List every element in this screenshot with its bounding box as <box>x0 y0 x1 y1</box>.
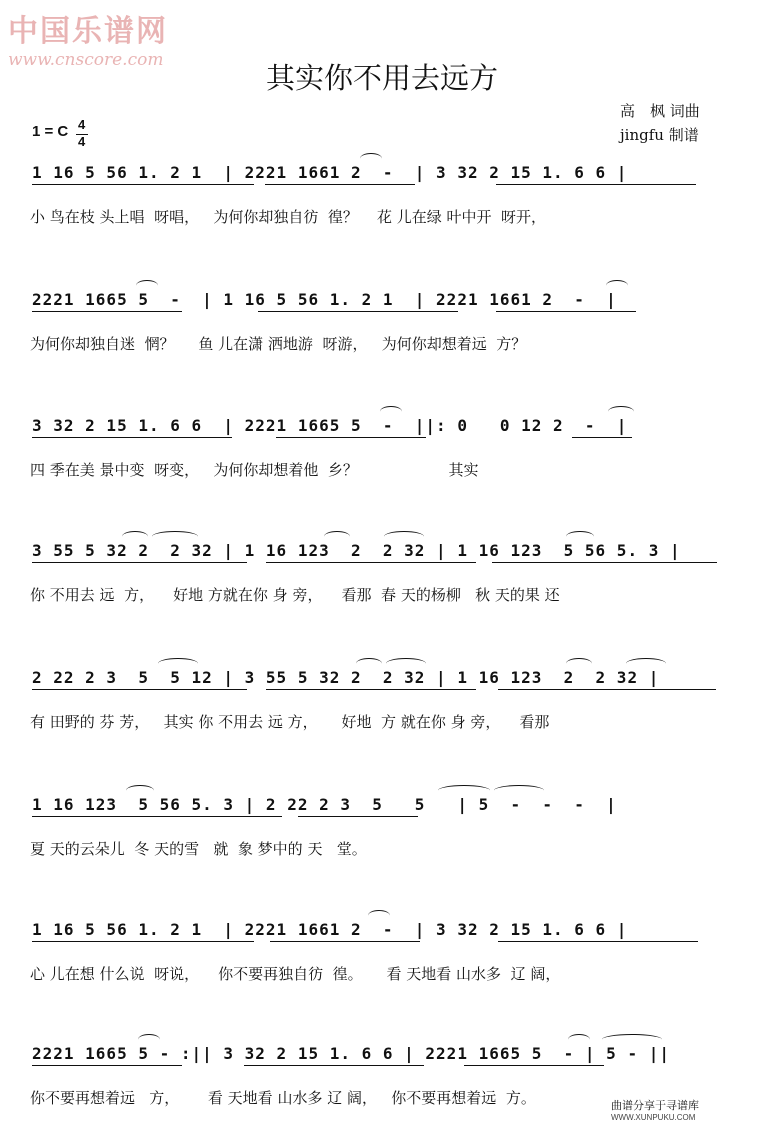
tie-slur <box>438 785 490 796</box>
tie-slur <box>126 785 154 796</box>
beam <box>32 437 232 438</box>
beam <box>32 816 282 817</box>
tie-slur <box>152 531 198 542</box>
lyrics-line: 你不要再想着远 方， 看 天地看 山水多 辽 阔， 你不要再想着远 方。 <box>30 1089 536 1107</box>
notation-line: 1 16 5 56 1. 2 1 | 2221 1661 2 - | 3 32 2 15 1. 6 6 | <box>32 920 628 939</box>
beam <box>464 1065 604 1066</box>
beam <box>572 437 632 438</box>
beam <box>496 311 636 312</box>
tie-slur <box>324 531 350 542</box>
score-system-2 <box>0 290 764 380</box>
beam <box>492 562 717 563</box>
notation-line: 3 32 2 15 1. 6 6 | 2221 1665 5 - ||: 0 0 12 2 - | <box>32 416 628 435</box>
score-system-5 <box>0 668 764 758</box>
key-signature: 1 = C <box>32 123 69 140</box>
tie-slur <box>158 658 198 669</box>
lyrics-line: 夏 天的云朵儿 冬 天的雪 就 象 梦中的 天 堂。 <box>30 840 367 858</box>
song-title: 其实你不用去远方 <box>265 61 498 95</box>
watermark-logo: 中国乐谱网 <box>8 14 168 49</box>
notation-line: 1 16 123 5 56 5. 3 | 2 22 2 3 5 5 | 5 - - - | <box>32 795 617 814</box>
beam <box>298 816 418 817</box>
tie-slur <box>626 658 666 669</box>
score-system-4 <box>0 541 764 631</box>
lyrics-line: 有 田野的 芬 芳， 其实 你 不用去 远 方， 好地 方 就在你 身 旁， 看那 <box>30 713 550 731</box>
beam <box>32 184 254 185</box>
beam <box>496 184 696 185</box>
score-system-1 <box>0 163 764 253</box>
beam <box>32 941 254 942</box>
beam <box>270 941 420 942</box>
tie-slur <box>138 1034 160 1045</box>
notation-line: 2221 1665 5 - | 1 16 5 56 1. 2 1 | 2221 1661 2 - | <box>32 290 617 309</box>
beam <box>266 689 476 690</box>
time-signature-top: 4 <box>78 117 86 132</box>
lyrics-line: 为何你却独自迷 惘？ 鱼 儿在潇 洒地游 呀游， 为何你却想着远 方？ <box>30 335 527 353</box>
score-system-7 <box>0 920 764 1010</box>
beam <box>498 941 698 942</box>
tie-slur <box>608 406 634 417</box>
lyrics-line: 小 鸟在枝 头上唱 呀唱， 为何你却独自彷 徨？ 花 儿在绿 叶中开 呀开， <box>30 208 547 226</box>
lyricist-composer-credit: 高 枫 词曲 <box>620 102 700 120</box>
lyrics-line: 你 不用去 远 方， 好地 方就在你 身 旁， 看那 春 天的杨柳 秋 天的果 还 <box>30 586 560 604</box>
tie-slur <box>380 406 402 417</box>
beam <box>32 562 247 563</box>
beam <box>32 311 182 312</box>
beam <box>276 437 426 438</box>
tie-slur <box>566 531 594 542</box>
time-signature-bottom: 4 <box>78 134 86 149</box>
beam <box>32 1065 182 1066</box>
tie-slur <box>606 280 628 291</box>
footer-url: WWW.XUNPUKU.COM <box>611 1113 696 1122</box>
tie-slur <box>356 658 382 669</box>
notation-line: 2221 1665 5 - :|| 3 32 2 15 1. 6 6 | 2221 1665 5 - | 5 - || <box>32 1044 670 1063</box>
engraver-credit: jingfu 制谱 <box>620 126 699 144</box>
notation-line: 1 16 5 56 1. 2 1 | 2221 1661 2 - | 3 32 2 15 1. 6 6 | <box>32 163 628 182</box>
tie-slur <box>494 785 544 796</box>
tie-slur <box>384 531 424 542</box>
tie-slur <box>602 1034 662 1045</box>
beam <box>32 689 247 690</box>
footer-text: 曲谱分享于寻谱库 <box>611 1100 699 1112</box>
watermark-url: www.cnscore.com <box>8 50 164 70</box>
tie-slur <box>386 658 426 669</box>
tie-slur <box>122 531 148 542</box>
score-system-6 <box>0 795 764 885</box>
tie-slur <box>136 280 158 291</box>
tie-slur <box>360 153 382 164</box>
site-footer <box>608 1096 702 1123</box>
tie-slur <box>566 658 592 669</box>
notation-line: 2 22 2 3 5 5 12 | 3 55 5 32 2 2 32 | 1 16 123 2 2 32 | <box>32 668 660 687</box>
notation-line: 3 55 5 32 2 2 32 | 1 16 123 2 2 32 | 1 16 123 5 56 5. 3 | <box>32 541 681 560</box>
beam <box>498 689 716 690</box>
tie-slur <box>368 910 390 921</box>
beam <box>266 562 476 563</box>
lyrics-line: 心 儿在想 什么说 呀说， 你不要再独自彷 徨。 看 天地看 山水多 辽 阔， <box>30 965 561 983</box>
score-system-3 <box>0 416 764 506</box>
lyrics-line: 四 季在美 景中变 呀变， 为何你却想着他 乡？ 其实 <box>30 461 479 479</box>
beam <box>258 311 458 312</box>
beam <box>265 184 415 185</box>
tie-slur <box>568 1034 590 1045</box>
beam <box>244 1065 424 1066</box>
